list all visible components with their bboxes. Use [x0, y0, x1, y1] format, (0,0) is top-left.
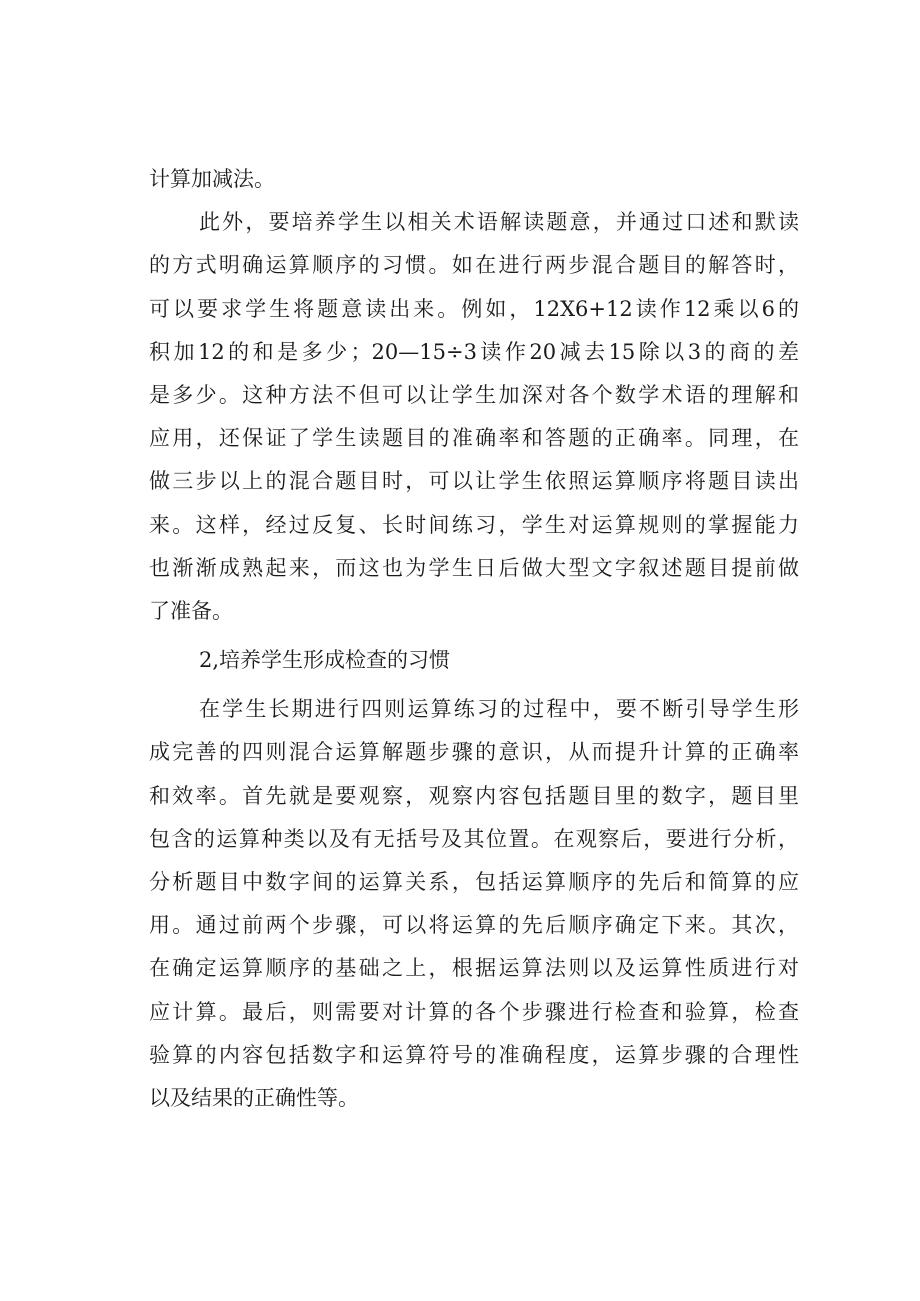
text-line: 和效率。首先就是要观察，观察内容包括题目里的数字，题目里 [149, 783, 799, 808]
text-line: 是多少。这种方法不但可以让学生加深对各个数学术语的理解和 [149, 382, 799, 407]
text-line: 在确定运算顺序的基础之上，根据运算法则以及运算性质进行对 [149, 956, 799, 981]
text-line: 分析题目中数字间的运算关系，包括运算顺序的先后和简算的应 [149, 870, 799, 894]
body-text [149, 158, 799, 1120]
text-line: 此外，要培养学生以相关术语解读题意，并通过口述和默读 [199, 210, 799, 235]
text-line: 以及结果的正确性等。 [149, 1085, 359, 1110]
text-line: 在学生长期进行四则运算练习的过程中，要不断引导学生形 [199, 697, 799, 722]
text-line: 成完善的四则混合运算解题步骤的意识，从而提升计算的正确率 [149, 740, 799, 765]
text-line: 可以要求学生将题意读出来。例如，12X6+12读作12乘以6的 [149, 296, 799, 321]
text-line: 了准备。 [149, 598, 233, 623]
text-line: 包含的运算种类以及有无括号及其位置。在观察后，要进行分析， [149, 826, 799, 851]
text-line: 来。这样，经过反复、长时间练习，学生对运算规则的掌握能力 [149, 512, 799, 537]
text-line: 验算的内容包括数字和运算符号的准确程度，运算步骤的合理性 [149, 1042, 799, 1067]
section-heading: 2,培养学生形成检查的习惯 [199, 648, 451, 673]
text-line: 用。通过前两个步骤，可以将运算的先后顺序确定下来。其次， [149, 913, 799, 938]
text-line: 计算加减法。 [149, 167, 275, 191]
text-line: 应用，还保证了学生读题目的准确率和答题的正确率。同理，在 [149, 426, 799, 451]
text-line: 的方式明确运算顺序的习惯。如在进行两步混合题目的解答时， [149, 253, 799, 278]
text-line: 应计算。最后，则需要对计算的各个步骤进行检查和验算，检查 [149, 999, 799, 1024]
text-line: 也渐渐成熟起来，而这也为学生日后做大型文字叙述题目提前做 [149, 555, 799, 580]
text-line: 积加12的和是多少；20—15÷3读作20减去15除以3的商的差 [149, 339, 799, 364]
text-line: 做三步以上的混合题目时，可以让学生依照运算顺序将题目读出 [149, 469, 799, 494]
